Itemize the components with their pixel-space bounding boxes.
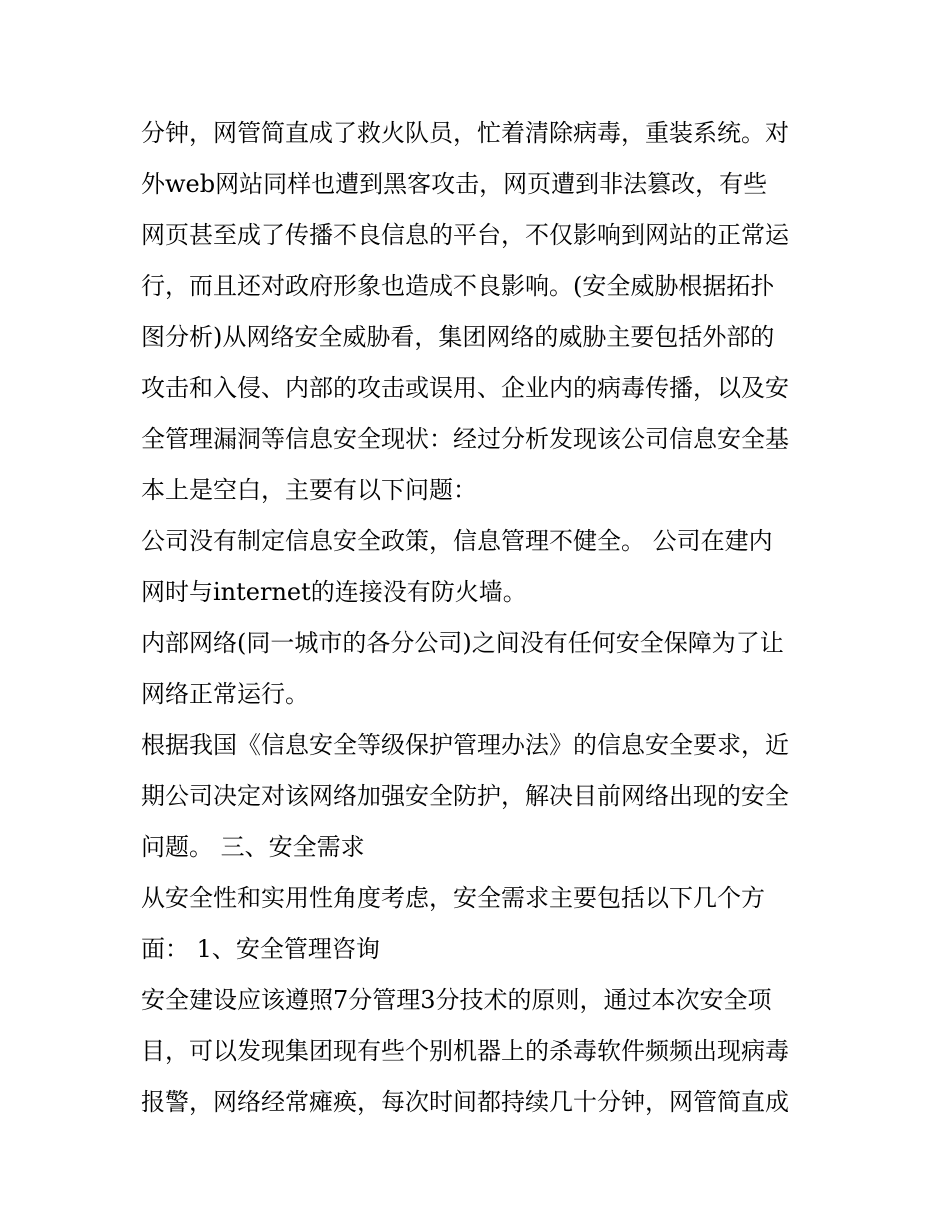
text-line: 内部网络(同一城市的各分公司)之间没有任何安全保障为了让 — [141, 629, 784, 657]
text-line: 本上是空白，主要有以下问题： — [141, 476, 477, 504]
text-line: 公司没有制定信息安全政策，信息管理不健全。 公司在建内 — [141, 527, 773, 555]
text-line: 网时与internet的连接没有防火墙。 — [141, 578, 527, 606]
text-line: 目，可以发现集团现有些个别机器上的杀毒软件频频出现病毒 — [141, 1037, 789, 1065]
text-line: 图分析)从网络安全威胁看，集团网络的威胁主要包括外部的 — [141, 323, 775, 351]
text-line: 外web网站同样也遭到黑客攻击，网页遭到非法篡改，有些 — [141, 170, 768, 198]
text-line: 全管理漏洞等信息安全现状：经过分析发现该公司信息安全基 — [141, 425, 789, 453]
text-line: 报警，网络经常瘫痪，每次时间都持续几十分钟，网管简直成 — [141, 1088, 789, 1116]
paragraph-management — [141, 975, 821, 1128]
text-line: 分钟，网管简直成了救火队员，忙着清除病毒，重装系统。对 — [141, 119, 789, 147]
text-line: 期公司决定对该网络加强安全防护，解决目前网络出现的安全 — [141, 782, 789, 810]
paragraph-internal-network — [141, 618, 821, 720]
text-line: 攻击和入侵、内部的攻击或误用、企业内的病毒传播，以及安 — [141, 374, 789, 402]
paragraph-requirements — [141, 873, 821, 975]
document-body — [141, 108, 821, 1128]
text-line: 网络正常运行。 — [141, 680, 309, 708]
text-line: 行，而且还对政府形象也造成不良影响。(安全威胁根据拓扑 — [141, 272, 775, 300]
text-line: 根据我国《信息安全等级保护管理办法》的信息安全要求，近 — [141, 731, 789, 759]
paragraph-regulation — [141, 720, 821, 873]
text-line: 从安全性和实用性角度考虑，安全需求主要包括以下几个方 — [141, 884, 765, 912]
text-line: 问题。 三、安全需求 — [141, 833, 365, 861]
paragraph-policy — [141, 516, 821, 618]
text-line: 网页甚至成了传播不良信息的平台，不仅影响到网站的正常运 — [141, 221, 789, 249]
text-line: 面： 1、安全管理咨询 — [141, 935, 380, 963]
text-line: 安全建设应该遵照7分管理3分技术的原则，通过本次安全项 — [141, 986, 772, 1014]
paragraph-intro — [141, 108, 821, 516]
